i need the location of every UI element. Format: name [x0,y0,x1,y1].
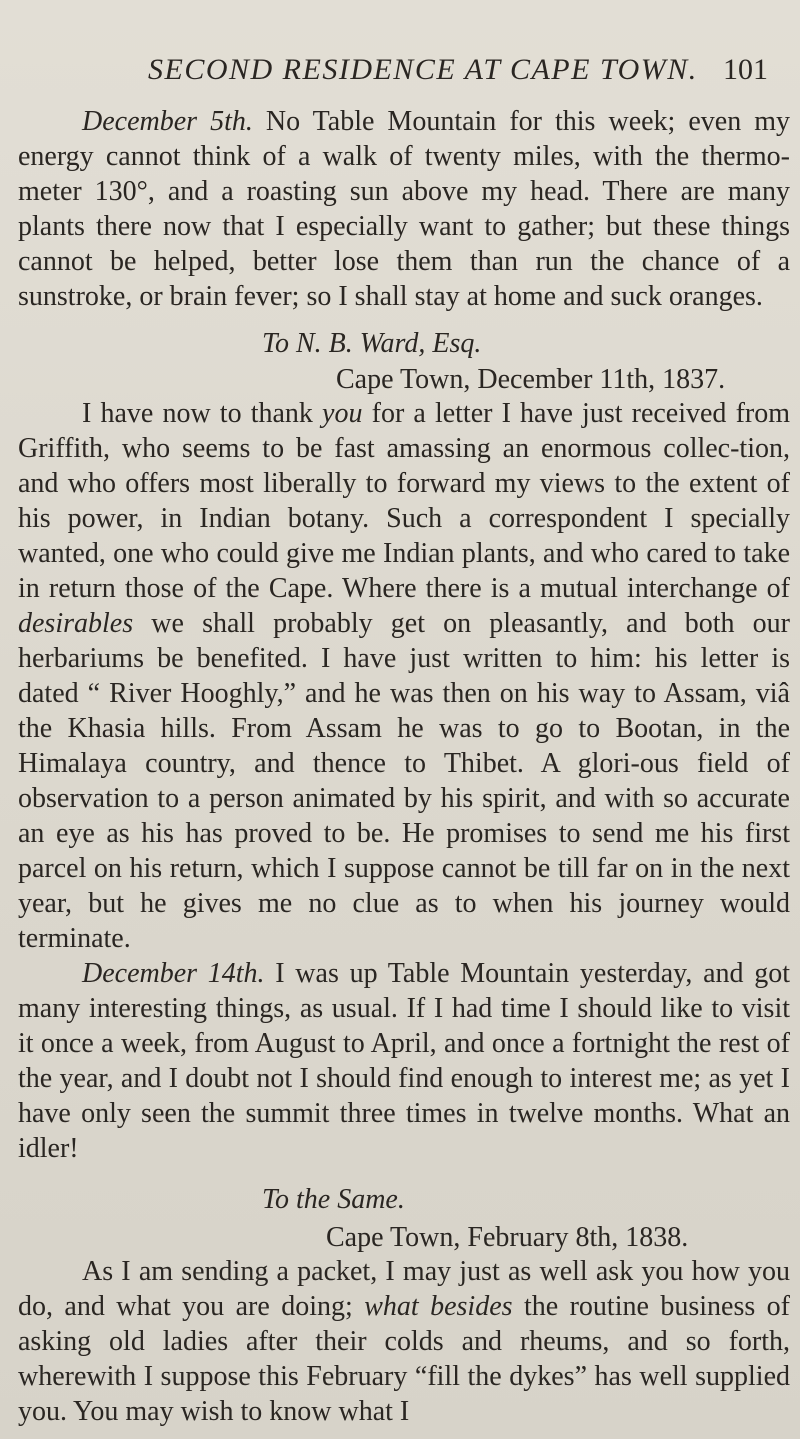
italic-phrase: what besides [364,1291,513,1322]
letter-heading: To N. B. Ward, Esq. [262,328,482,359]
running-head-title: SECOND RESIDENCE AT CAPE TOWN. [148,53,698,86]
paragraph-text: As I am sending a packet, I may just as well ask you how you do, and what you are doing; [18,1256,790,1322]
paragraph-dec-5 [18,104,790,314]
letter-dateline: Cape Town, December 11th, 1837. [336,364,726,395]
running-head [148,48,768,92]
paragraph-dec-14 [18,956,790,1166]
paragraph-text: I was up Table Mountain yesterday, and got many interesting things, as usual. If I had time I should like to visit it once a week, from August to April, and once a fortnight the rest of the year, and I doubt not I should find enough to interest me; as yet I have only seen the summit three times in twelve months. What an idler! [18,958,790,1164]
letter-heading: To the Same. [262,1184,405,1215]
date-lead: December 14th. [82,958,265,989]
paragraph-text: we shall probably get on pleasantly, and both our herbariums be benefited. I have just written to him: his letter is dated “ River Hooghly,” and he was then on his way to Assam, viâ the Khasia hills. From Assam he was to go to Bootan, in the Himalaya country, and thence to Thibet. A glori-ous field of observation to a person animated by his spirit, and with so accurate an eye as his has proved to be. He promises to send me his first parcel on his return, which I suppose cannot be till far on in the next year, but he gives me no clue as to when his journey would terminate. [18,608,790,954]
letter-dateline: Cape Town, February 8th, 1838. [326,1222,689,1253]
body-text [18,104,790,1429]
paragraph-text: the routine business of asking old ladies after their colds and rheums, and so forth, wherewith I suppose this February “fill the dykes” has well supplied you. You may wish to know what I [18,1291,791,1427]
paragraph-text: I have now to thank [82,398,323,429]
italic-word: desirables [18,608,134,639]
paragraph-letter-1 [18,396,790,956]
page-number: 101 [723,53,768,86]
paragraph-text: for a letter I have just received from Griffith, who seems to be fast amassing an enormous collec-tion, and who offers most liberally to forward my views to the extent of his power, in Indian botany. Such a correspondent I specially wanted, one who could give me Indian plants, and who cared to take in return those of the Cape. Where there is a mutual interchange of [18,398,790,604]
paragraph-text: No Table Mountain for this week; even my energy cannot think of a walk of twenty miles, with the thermo-meter 130°, and a roasting sun above my head. There are many plants there now that I especially want to gather; but these things cannot be helped, better lose them than run the chance of a sunstroke, or brain fever; so I shall stay at home and suck oranges. [18,106,791,312]
paragraph-letter-2 [18,1254,790,1429]
date-lead: December 5th. [82,106,253,137]
italic-word: you [322,398,363,429]
